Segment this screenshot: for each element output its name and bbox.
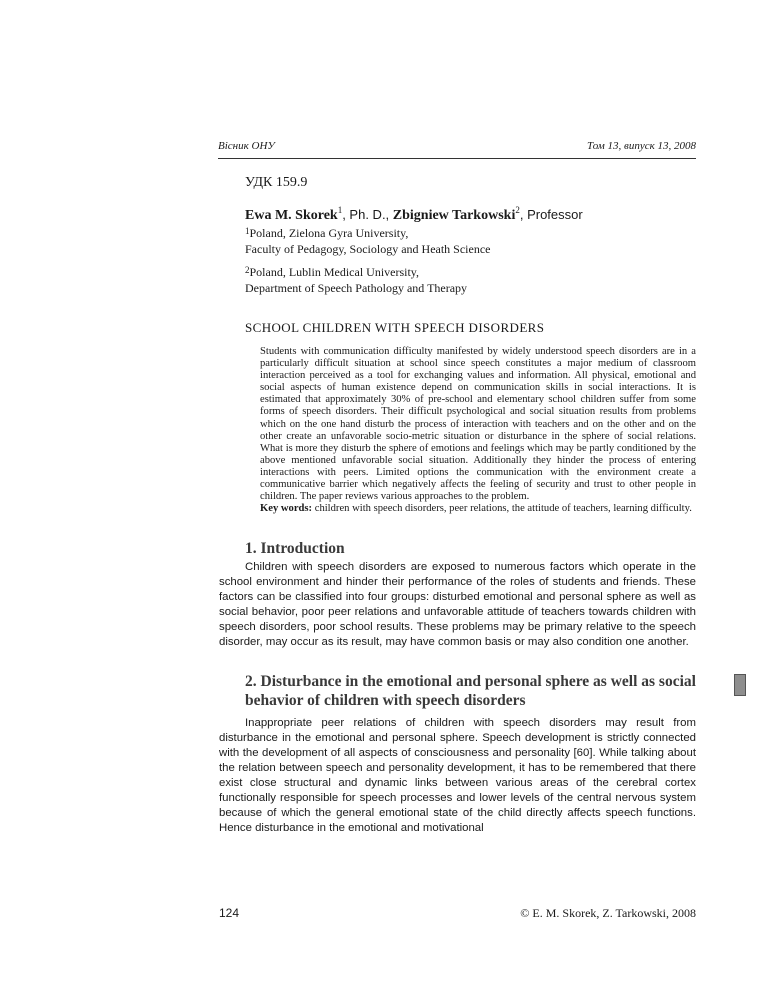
margin-marker — [734, 674, 746, 696]
section-1-heading: 1. Introduction — [245, 540, 345, 557]
abstract — [260, 346, 696, 515]
author1-sup: 1 — [337, 205, 343, 215]
affiliation-2-sup: 2 — [245, 265, 250, 275]
author1-name: Ewa M. Skorek — [245, 208, 338, 223]
author2-sup: 2 — [515, 205, 520, 215]
section-2-body: Inappropriate peer relations of children with speech disorders may result from disturbance in the emotional and personal sphere. Speech development is strictly connected with the development of all aspects of consciousness and personality [60]. While talking about the relation between speech and personality development, it has to be remembered that there exist close structural and dynamic links between various areas of the cerebral cortex functionally responsible for speech processes and lower levels of the central nervous system because of which the general emotional state of the child directly affects speech functions. Hence disturbance in the emotional and motivational — [219, 717, 696, 834]
affiliation-2-line1: Poland, Lublin Medical University, — [249, 265, 420, 279]
author2-name: Zbigniew Tarkowski — [392, 208, 516, 223]
page-number: 124 — [219, 906, 240, 920]
affiliation-2-line2: Department of Speech Pathology and Therapy — [245, 281, 468, 295]
paper-title: SCHOOL CHILDREN WITH SPEECH DISORDERS — [245, 320, 545, 335]
affiliation-1 — [245, 225, 491, 257]
affiliation-1-sup: 1 — [245, 226, 250, 236]
udk-code: УДК 159.9 — [245, 175, 308, 190]
author1-degree: , Ph. D., — [342, 207, 393, 222]
affiliation-2 — [245, 264, 467, 296]
author2-degree: , Professor — [519, 207, 583, 222]
author-line — [245, 207, 583, 224]
volume-info: Том 13, випуск 13, 2008 — [586, 140, 696, 152]
section-2-heading: 2. Disturbance in the emotional and personal sphere as well as social behavior of children with speech disorders — [245, 673, 696, 709]
abstract-text: Students with communication difficulty manifested by widely understood speech disorders are in a particularly difficult situation at school since speech constitutes a major medium of classroom interaction perceived as a tool for exchanging values and information. All physical, emotional and social aspects of human existence depend on communication skills in social interactions. It is estimated that approximately 30% of pre-school and elementary school children suffer from some forms of speech disorders. Their difficult psychological and social situation results from problems which on the one hand disturb the process of interaction with teachers and on the other and on the other create an unfavorable socio-metric situation or disturbance in the sphere of social relations. What is more they disturb the sphere of emotions and feelings which may be partly conditioned by the above mentioned unfavorable social situation. Additionally they hinder the process of entering interactions with peers. Limited options the communication with the environment create a communicative barrier which negatively affects the feeling of security and trust to other people in children. The paper reviews various approaches to the problem. — [260, 346, 696, 503]
section-1-body: Children with speech disorders are exposed to numerous factors which operate in the school environment and hinder their performance of the roles of students and friends. These factors can be classified into four groups: disturbed emotional and personal sphere as well as social behavior, poor peer relations and unfavorable attitude of teachers towards children with speech disorders, poor school results. These problems may be primary relative to the speech disorder, may occur as its result, may have common basis or may also condition one another. — [219, 561, 696, 648]
keywords-label: Key words: — [260, 503, 313, 515]
copyright-notice: © E. M. Skorek, Z. Tarkowski, 2008 — [520, 906, 696, 920]
keywords: children with speech disorders, peer relations, the attitude of teachers, learning difficulty. — [312, 503, 692, 515]
header-divider — [218, 158, 696, 159]
affiliation-1-line2: Faculty of Pedagogy, Sociology and Heath Science — [245, 242, 491, 256]
journal-name: Вісник ОНУ — [218, 140, 275, 152]
affiliation-1-line1: Poland, Zielona Gyra University, — [249, 226, 409, 240]
